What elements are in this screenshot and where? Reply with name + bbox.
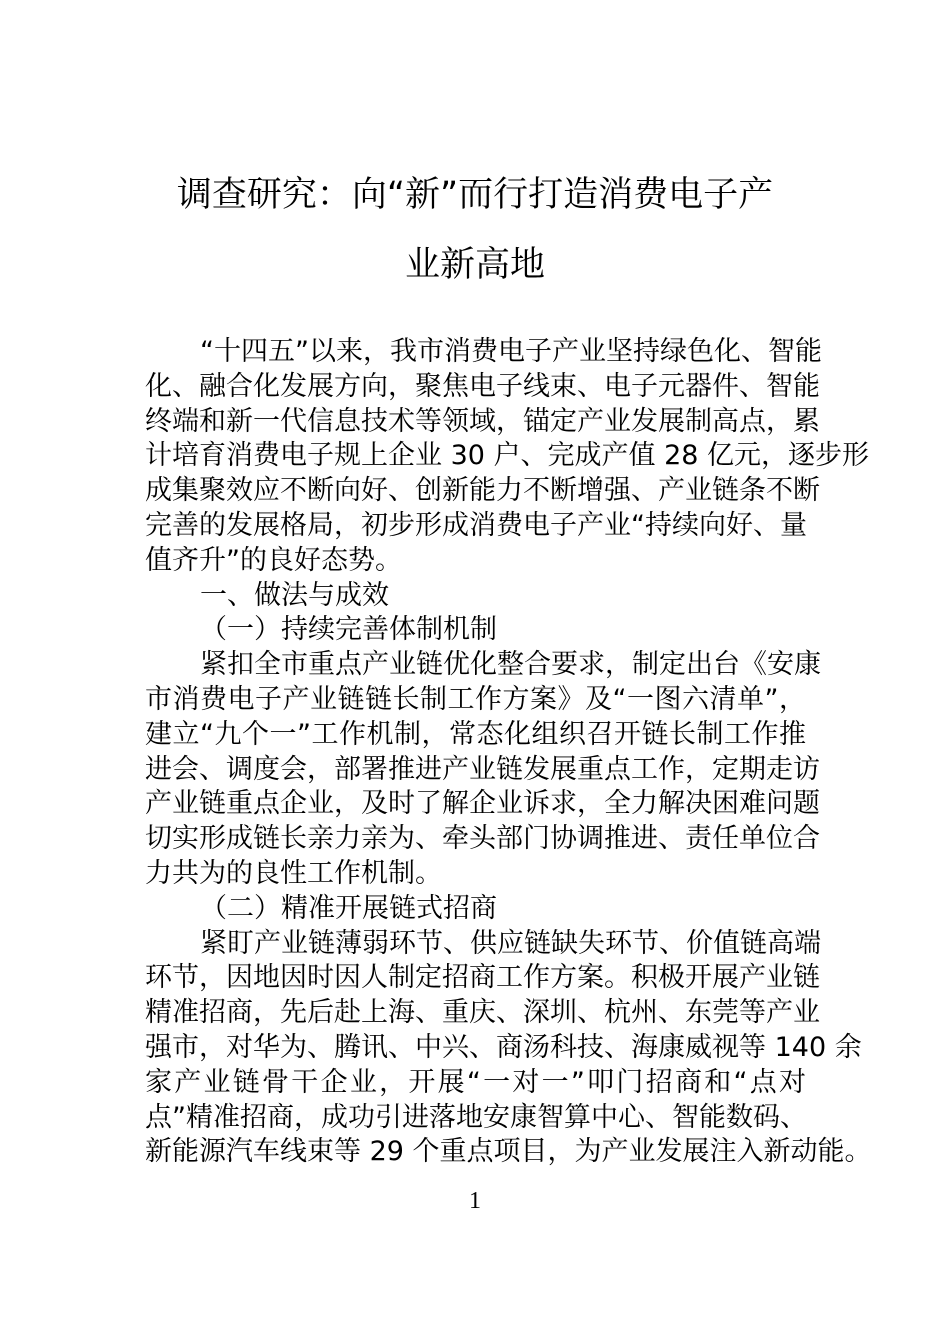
paragraph-line: 产业链重点企业，及时了解企业诉求，全力解决困难问题 [145,788,820,820]
paragraph-line: 新能源汽车线束等 29 个重点项目，为产业发展注入新动能。 [145,1136,872,1168]
paragraph-line: 建立“九个一”工作机制，常态化组织召开链长制工作推 [145,718,806,750]
paragraph-line: 值齐升”的良好态势。 [145,544,402,576]
paragraph-line: 紧扣全市重点产业链优化整合要求，制定出台《安康 [200,649,821,681]
page-number: 1 [469,1188,481,1214]
paragraph-line: 家产业链骨干企业，开展“一对一”叩门招商和“点对 [145,1066,806,1098]
paragraph-line: 完善的发展格局，初步形成消费电子产业“持续向好、量 [145,510,807,541]
paragraph-line: 精准招商，先后赴上海、重庆、深圳、杭州、东莞等产业 [145,997,820,1029]
paragraph-line: 点”精准招商，成功引进落地安康智算中心、智能数码、 [145,1101,807,1133]
paragraph-line: 紧盯产业链薄弱环节、供应链缺失环节、价值链高端 [200,927,821,959]
paragraph-line: 力共为的良性工作机制。 [145,858,442,889]
section-heading: （一）持续完善体制机制 [200,614,497,646]
paragraph-line: 成集聚效应不断向好、创新能力不断增强、产业链条不断 [145,475,820,507]
section-heading: （二）精准开展链式招商 [200,892,497,924]
paragraph-line: 环节，因地因时因人制定招商工作方案。积极开展产业链 [145,962,820,994]
paragraph-line: 计培育消费电子规上企业 30 户、完成产值 28 亿元，逐步形 [145,440,870,472]
paragraph-line: 进会、调度会，部署推进产业链发展重点工作，定期走访 [145,753,820,785]
paragraph-line: 切实形成链长亲力亲为、牵头部门协调推进、责任单位合 [145,823,820,855]
document-title-line-1: 调查研究：向“新”而行打造消费电子产 [176,175,774,215]
paragraph-line: 强市，对华为、腾讯、中兴、商汤科技、海康威视等 140 余 [145,1032,862,1063]
paragraph-line: 终端和新一代信息技术等领域，锚定产业发展制高点，累 [145,405,820,437]
paragraph-line: “十四五”以来，我市消费电子产业坚持绿色化、智能 [200,336,822,367]
section-heading: 一、做法与成效 [200,579,389,611]
document-title-line-2: 业新高地 [404,245,545,285]
paragraph-line: 化、融合化发展方向，聚焦电子线束、电子元器件、智能 [145,370,820,402]
paragraph-line: 市消费电子产业链链长制工作方案》及“一图六清单”， [145,684,806,715]
